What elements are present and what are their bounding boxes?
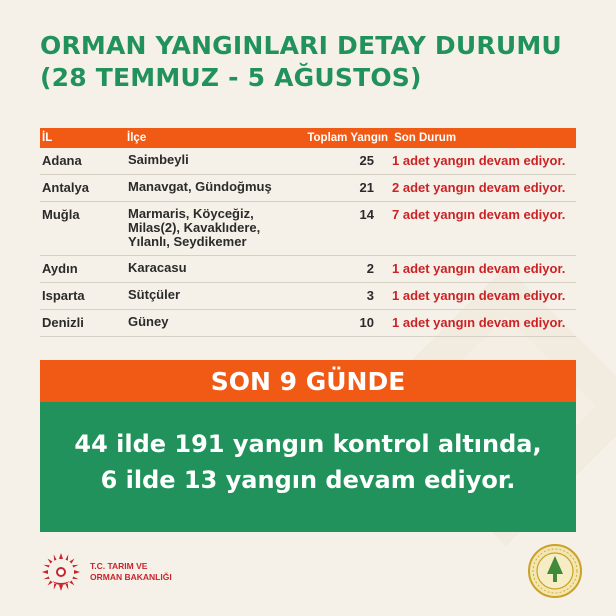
ilce-line: Manavgat, Gündoğmuş <box>128 179 272 194</box>
table-header <box>40 128 576 148</box>
ilce-line: Karacasu <box>128 260 187 275</box>
cell-status: 1 adet yangın devam ediyor. <box>392 261 566 276</box>
summary-line-1: 44 ilde 191 yangın kontrol altında, <box>74 430 542 458</box>
ministry-name-line-2: ORMAN BAKANLIĞI <box>90 572 172 582</box>
header-total: Toplam Yangın <box>307 132 389 144</box>
summary-box <box>40 402 576 532</box>
cell-status: 1 adet yangın devam ediyor. <box>392 288 566 303</box>
ministry-emblem-icon <box>40 551 82 593</box>
cell-ilce <box>128 288 290 309</box>
table-row <box>40 175 576 202</box>
cell-il: Isparta <box>42 288 85 303</box>
header-il: İL <box>42 132 53 144</box>
cell-total: 3 <box>366 288 374 303</box>
cell-il: Antalya <box>42 180 89 195</box>
table-row <box>40 256 576 283</box>
ilce-line: Yılanlı, Seydikemer <box>128 234 247 249</box>
cell-il: Denizli <box>42 315 84 330</box>
cell-ilce <box>128 261 290 282</box>
table-row <box>40 202 576 256</box>
ministry-name-line-1: T.C. TARIM VE <box>90 561 148 571</box>
cell-status: 2 adet yangın devam ediyor. <box>392 180 566 195</box>
ilce-line: Saimbeyli <box>128 152 189 167</box>
table-row <box>40 148 576 175</box>
title-line-1: ORMAN YANGINLARI DETAY DURUMU <box>40 31 562 60</box>
table-row <box>40 283 576 310</box>
page-title <box>40 30 600 94</box>
cell-il: Aydın <box>42 261 78 276</box>
table-row <box>40 310 576 337</box>
cell-total: 2 <box>366 261 374 276</box>
fire-table <box>40 128 576 337</box>
cell-status: 1 adet yangın devam ediyor. <box>392 153 566 168</box>
header-status: Son Durum <box>394 132 457 144</box>
cell-ilce <box>128 207 290 255</box>
cell-status: 7 adet yangın devam ediyor. <box>392 207 566 222</box>
cell-ilce <box>128 180 290 201</box>
cell-ilce <box>128 153 290 174</box>
cell-total: 10 <box>359 315 374 330</box>
cell-il: Muğla <box>42 207 80 222</box>
cell-status: 1 adet yangın devam ediyor. <box>392 315 566 330</box>
header-ilce: İlçe <box>127 132 147 144</box>
cell-total: 14 <box>359 207 374 222</box>
cell-total: 21 <box>359 180 374 195</box>
summary-banner: SON 9 GÜNDE <box>40 360 576 402</box>
summary-line-2: 6 ilde 13 yangın devam ediyor. <box>100 466 516 494</box>
ministry-name <box>90 561 172 583</box>
cell-il: Adana <box>42 153 82 168</box>
cell-total: 25 <box>359 153 374 168</box>
ilce-line: Güney <box>128 314 169 329</box>
ilce-line: Sütçüler <box>128 287 181 302</box>
ilce-line: Marmaris, Köyceğiz, <box>128 206 254 221</box>
ilce-line: Milas(2), Kavaklıdere, <box>128 220 261 235</box>
cell-ilce <box>128 315 290 336</box>
title-line-2: (28 TEMMUZ - 5 AĞUSTOS) <box>40 63 422 92</box>
ministry-logo <box>40 551 172 593</box>
forestry-seal-icon <box>528 544 582 598</box>
